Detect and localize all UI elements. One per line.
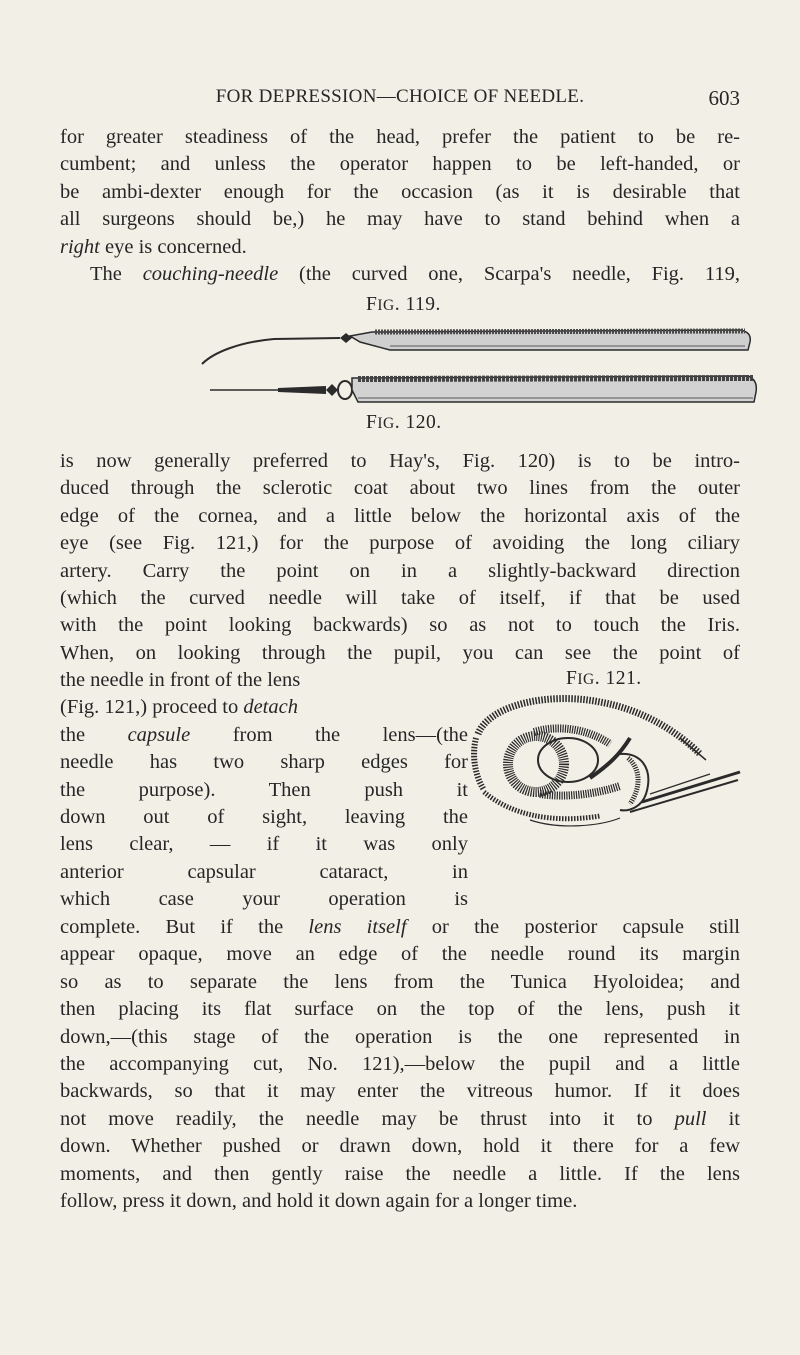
- caption-letter: F: [366, 294, 378, 315]
- text-line: edge of the cornea, and a little below the horizontal axis of the: [60, 504, 740, 527]
- text-line: needle has two sharp edges for: [60, 751, 468, 774]
- caption-letter: F: [566, 668, 578, 689]
- hays-needle-illustration: [208, 372, 760, 406]
- text-line: cumbent; and unless the operator happen to be left-handed, or: [60, 153, 740, 176]
- caption-letter: F: [366, 412, 378, 433]
- page-header: [60, 86, 740, 116]
- caption-smallcaps: IG: [577, 671, 595, 688]
- text-line: down out of sight, leaving the: [60, 806, 468, 829]
- text-line: (which the curved needle will take of itself, if that be used: [60, 587, 740, 610]
- text-span: the: [60, 723, 128, 746]
- text-line: all surgeons should be,) he may have to stand behind when a: [60, 208, 740, 231]
- italic-term: couching-needle: [142, 263, 279, 286]
- text-line: be ambi-dexter enough for the occasion (as it is desirable that: [60, 180, 740, 203]
- text-line: backwards, so that it may enter the vitreous humor. If it does: [60, 1080, 740, 1103]
- text-line: anterior capsular cataract, in: [60, 860, 468, 883]
- caption-number: . 121.: [594, 668, 642, 689]
- italic-word: right: [60, 235, 100, 258]
- text-line: [60, 914, 740, 941]
- text-span: eye is concerned.: [99, 235, 247, 258]
- italic-word: capsule: [127, 723, 191, 746]
- paragraph-3: [60, 914, 740, 1215]
- running-head: FOR DEPRESSION—CHOICE OF NEEDLE.: [215, 86, 585, 107]
- text-line: for greater steadiness of the head, prefer the patient to be re-: [60, 126, 740, 148]
- scarpa-curved-needle-illustration: [200, 328, 760, 366]
- italic-word: pull: [674, 1107, 707, 1130]
- italic-phrase: lens itself: [308, 916, 407, 938]
- text-span: from the lens—(the: [190, 723, 468, 746]
- caption-number: . 119.: [394, 294, 441, 315]
- text-line: the purpose). Then push it: [60, 778, 468, 801]
- text-span: complete. But if the: [60, 916, 309, 938]
- text-line: appear opaque, move an edge of the needle round its margin: [60, 943, 740, 966]
- text-line: [60, 261, 740, 288]
- text-line: [60, 1106, 740, 1133]
- text-span: (Fig. 121,) proceed to: [60, 696, 244, 719]
- text-line: so as to separate the lens from the Tunica Hyoloidea; and: [60, 970, 740, 993]
- text-line: [60, 234, 740, 261]
- text-span: it: [706, 1107, 740, 1130]
- text-line: the accompanying cut, No. 121),—below the pupil and a little: [60, 1053, 740, 1076]
- paragraph-1: [60, 124, 740, 288]
- text-span: The: [90, 263, 143, 286]
- text-span: not move readily, the needle may be thrust into it to: [60, 1107, 675, 1130]
- text-line: eye (see Fig. 121,) for the purpose of avoiding the long ciliary: [60, 532, 740, 555]
- eye-section-illustration: [470, 694, 742, 834]
- text-line: with the point looking backwards) so as not to touch the Iris.: [60, 614, 740, 637]
- text-line: moments, and then gently raise the needle a little. If the lens: [60, 1162, 740, 1185]
- text-line: When, on looking through the pupil, you can see the point of: [60, 641, 740, 664]
- text-line: [60, 694, 468, 721]
- text-line: the needle in front of the lens: [60, 669, 301, 691]
- text-line: down,—(this stage of the operation is the one represented in: [60, 1025, 740, 1048]
- text-span: or the posterior capsule still: [406, 916, 740, 938]
- paragraph-2: [60, 448, 740, 667]
- caption-smallcaps: IG: [377, 415, 395, 432]
- text-line: lens clear, — if it was only: [60, 833, 468, 856]
- text-line: then placing its flat surface on the top of the lens, push it: [60, 998, 740, 1021]
- text-line: is now generally preferred to Hay's, Fig. 120) is to be intro-: [60, 450, 740, 472]
- caption-number: . 120.: [394, 412, 442, 433]
- figure-121-caption: [566, 668, 642, 690]
- text-line: [60, 722, 468, 749]
- text-line: artery. Carry the point on in a slightly-backward direction: [60, 559, 740, 582]
- italic-word: detach: [243, 696, 298, 719]
- text-line: duced through the sclerotic coat about two lines from the outer: [60, 477, 740, 500]
- text-span: (the curved one, Scarpa's needle, Fig. 119,: [278, 263, 740, 286]
- caption-smallcaps: IG: [377, 297, 395, 314]
- wrapped-text: [60, 667, 468, 914]
- page-number: 603: [708, 86, 740, 110]
- text-line: which case your operation is: [60, 888, 468, 911]
- text-line: follow, press it down, and hold it down again for a longer time.: [60, 1190, 578, 1213]
- text-line: down. Whether pushed or drawn down, hold it there for a few: [60, 1135, 740, 1158]
- figure-120-caption: [366, 412, 442, 434]
- figure-119-caption: [366, 294, 441, 316]
